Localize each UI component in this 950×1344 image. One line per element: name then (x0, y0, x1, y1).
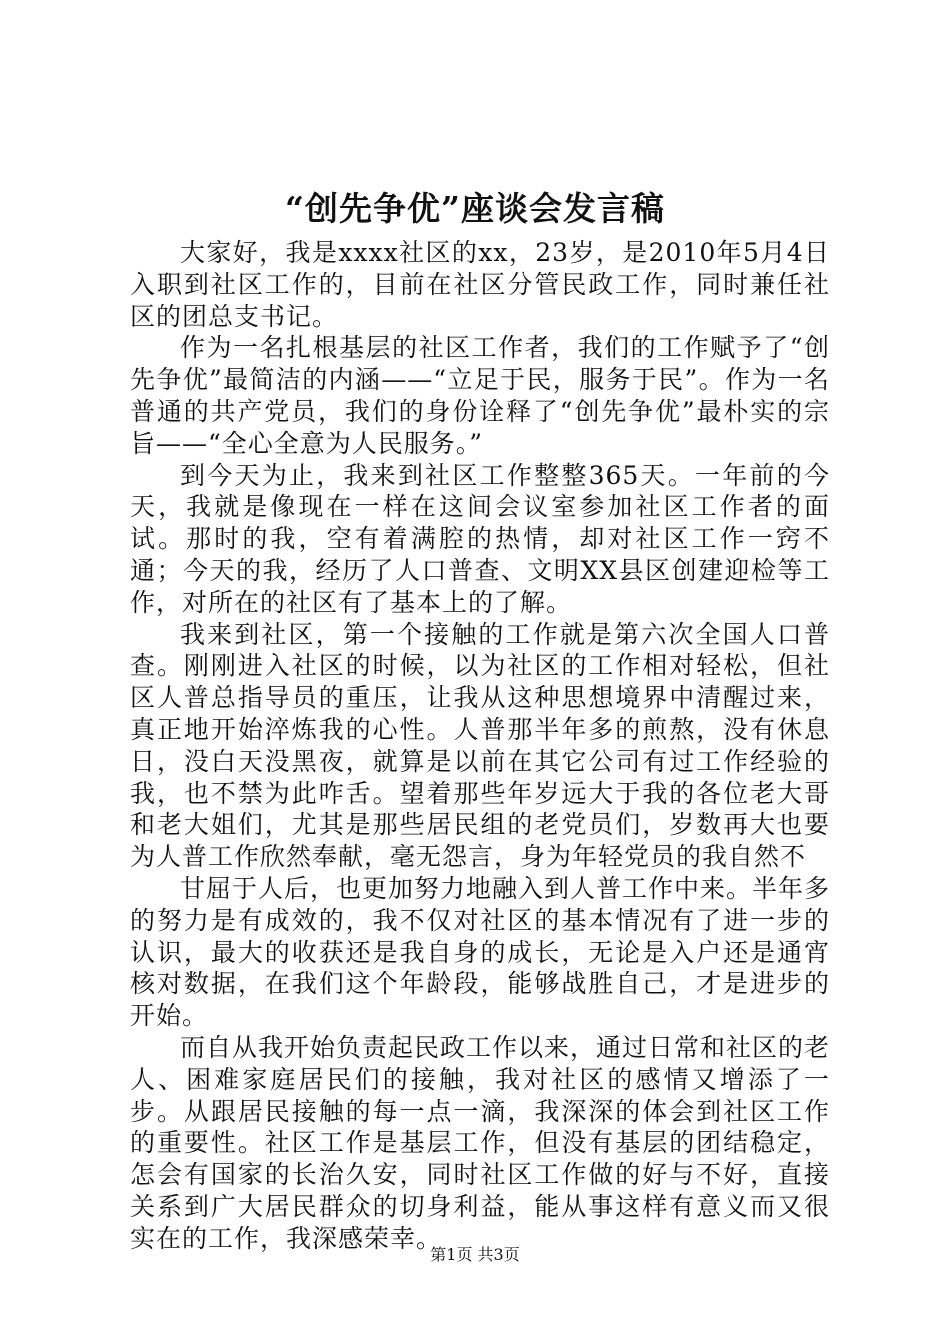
paragraph-6: 而自从我开始负责起民政工作以来，通过日常和社区的老人、困难家庭居民们的接触，我对社区的感情又增添了一步。从跟居民接触的每一点一滴，我深深的体会到社区工作的重要性。社区工作是基层工作，但没有基层的团结稳定，怎会有国家的长治久安，同时社区工作做的好与不好，直接关系到广大居民群众的切身利益，能从事这样有意义而又很实在的工作，我深感荣幸。 (130, 1032, 831, 1253)
document-body (130, 237, 830, 1255)
paragraph-1: 大家好，我是xxxx社区的xx，23岁，是2010年5月4日入职到社区工作的，目前在社区分管民政工作，同时兼任社区的团总支书记。 (130, 238, 830, 331)
paragraph-2: 作为一名扎根基层的社区工作者，我们的工作赋予了“创先争优”最简洁的内涵——“立足于民，服务于民”。作为一名普通的共产党员，我们的身份诠释了“创先争优”最朴实的宗旨——“全心全意为人民服务。” (130, 333, 830, 458)
document-title: “创先争优”座谈会发言稿 (285, 189, 665, 228)
paragraph-3: 到今天为止，我来到社区工作整整365天。一年前的今天，我就是像现在一样在这间会议室参加社区工作者的面试。那时的我，空有着满腔的热情，却对社区工作一窍不通；今天的我，经历了人口普查、文明XX县区创建迎检等工作，对所在的社区有了基本上的了解。 (130, 460, 830, 617)
paragraph-4: 我来到社区，第一个接触的工作就是第六次全国人口普查。刚刚进入社区的时候，以为社区的工作相对轻松，但社区人普总指导员的重压，让我从这种思想境界中清醒过来，真正地开始淬炼我的心性。人普那半年多的煎熬，没有休息日，没白天没黑夜，就算是以前在其它公司有过工作经验的我，也不禁为此咋舌。望着那些年岁远大于我的各位老大哥和老大姐们，尤其是那些居民组的老党员们，岁数再大也要为人普工作欣然奉献，毫无怨言，身为年轻党员的我自然不 (130, 619, 830, 872)
page-number-footer: 第1页 共3页 (430, 1245, 520, 1264)
paragraph-5: 甘屈于人后，也更加努力地融入到人普工作中来。半年多的努力是有成效的，我不仅对社区的基本情况有了进一步的认识，最大的收获还是我自身的成长，无论是入户还是通宵核对数据，在我们这个年龄段，能够战胜自己，才是进步的开始。 (130, 873, 831, 1031)
